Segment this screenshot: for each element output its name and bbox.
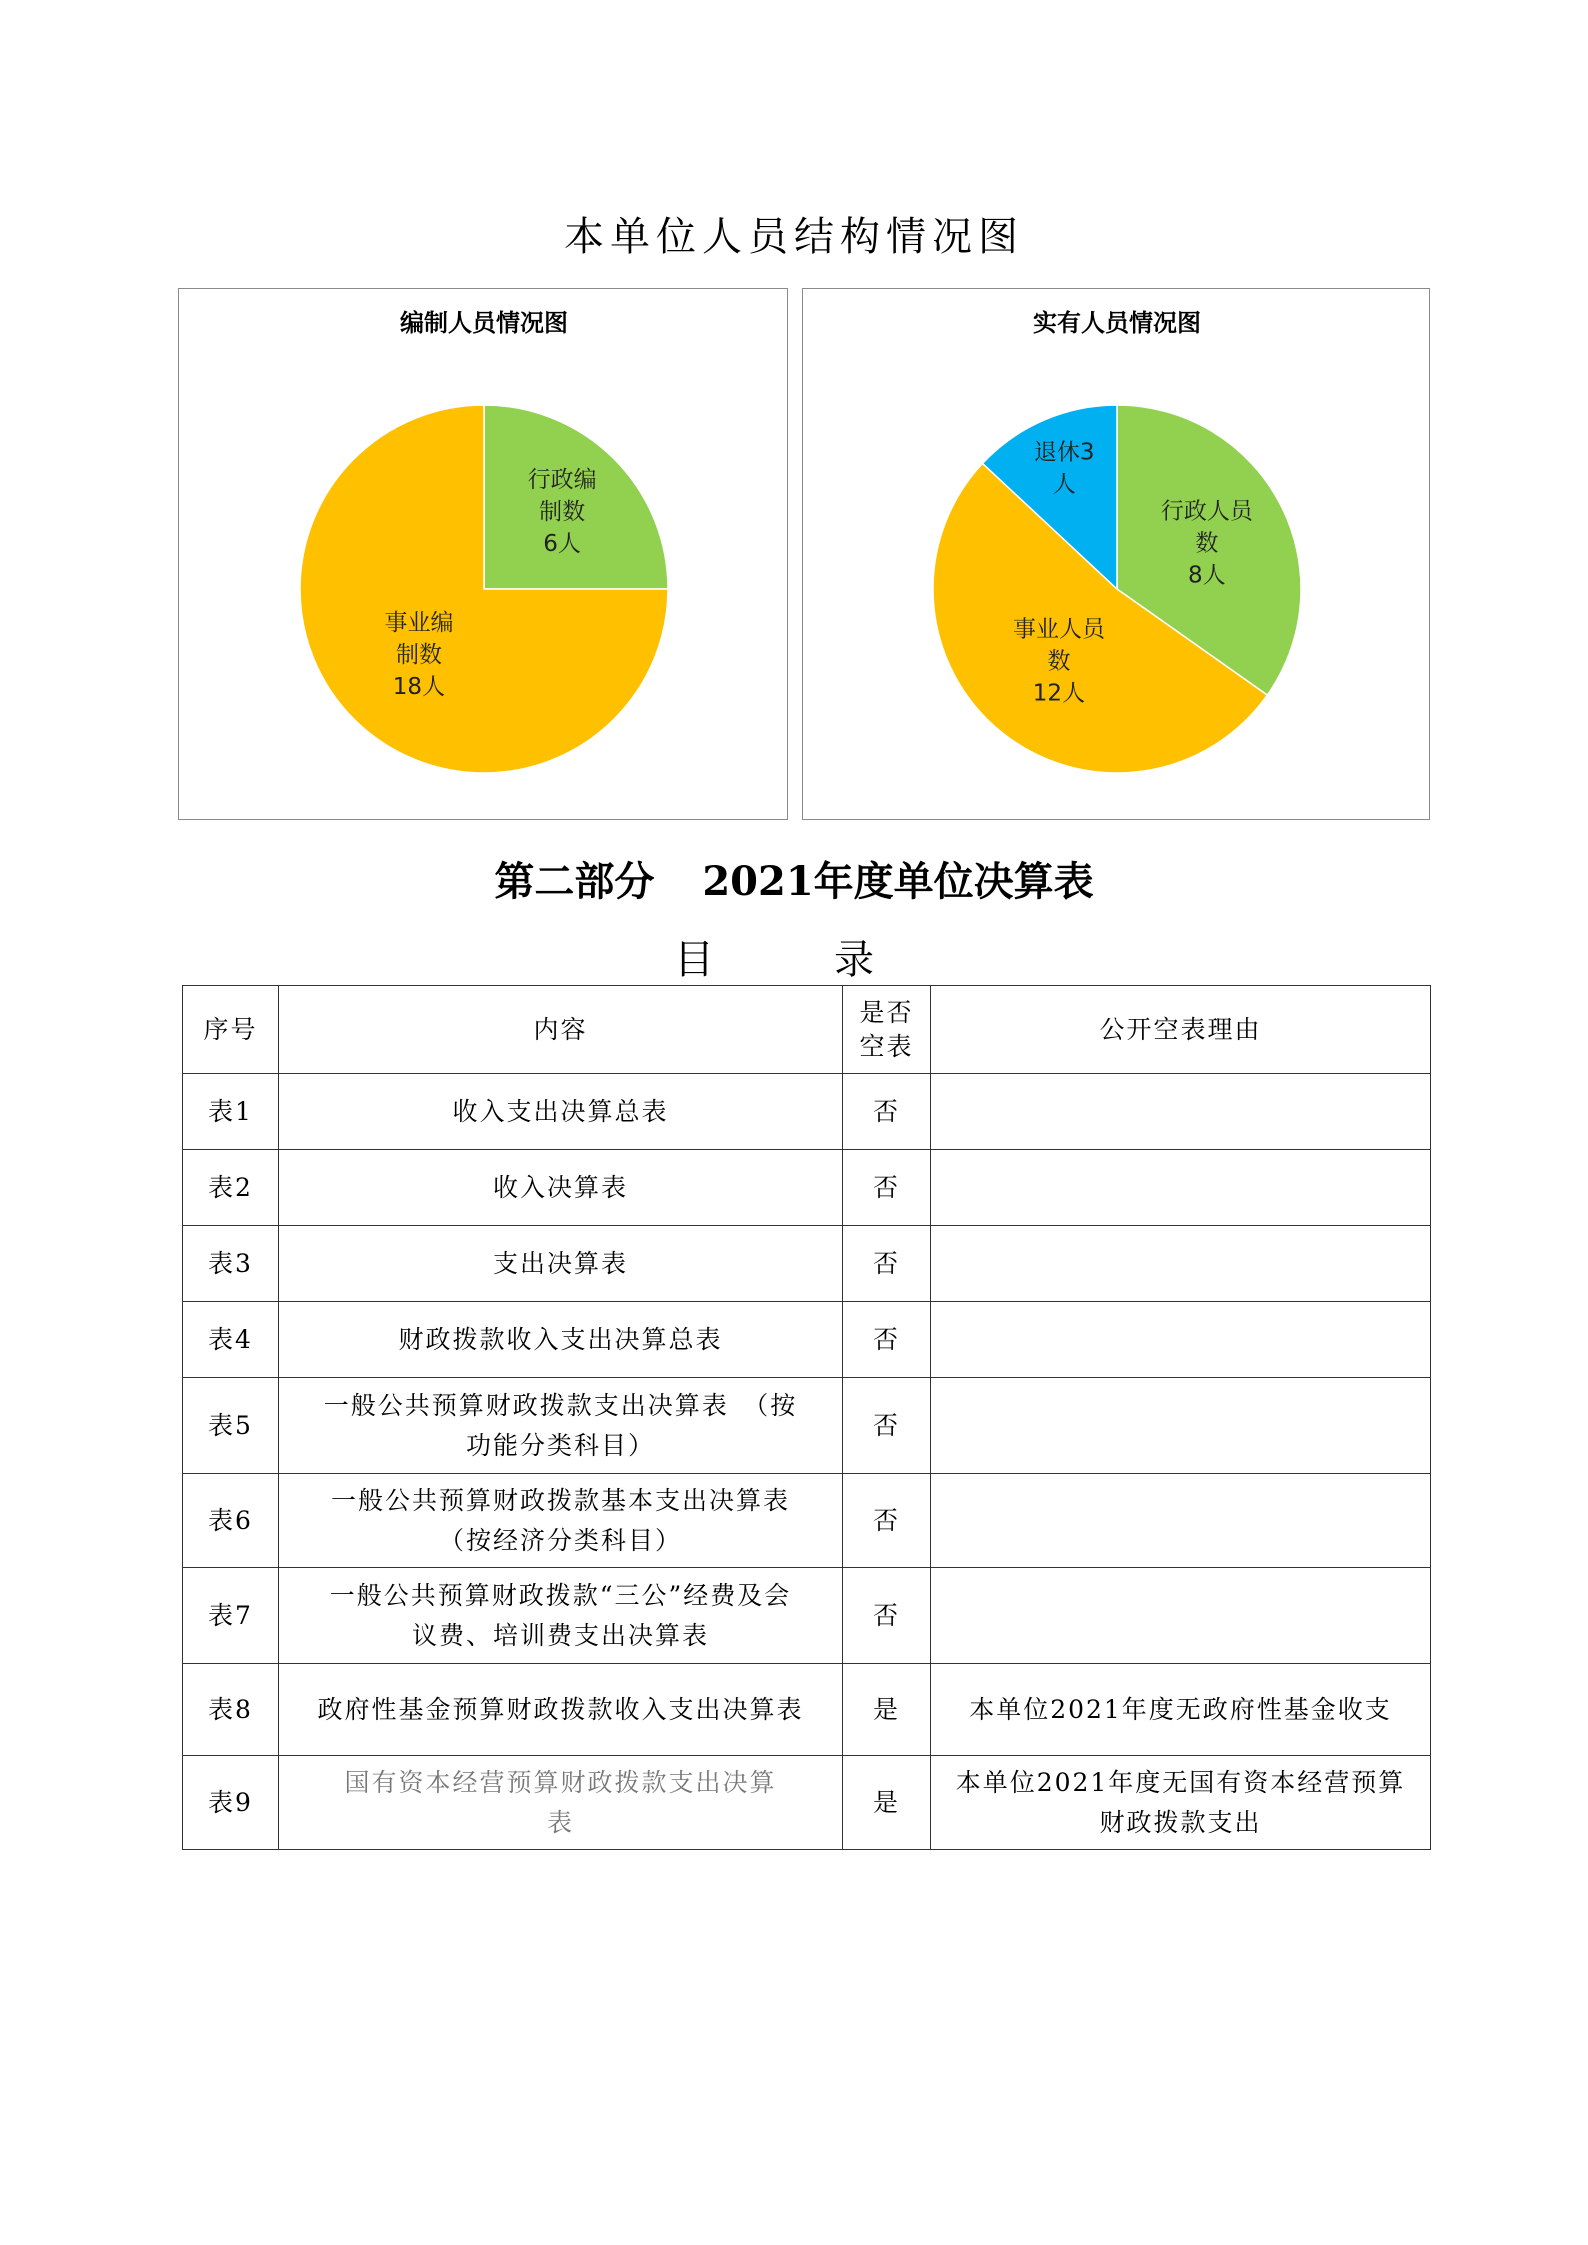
row-is-empty [843, 1226, 931, 1302]
row-is-empty-text: 否 [872, 1505, 900, 1535]
row-is-empty-text: 否 [872, 1096, 900, 1126]
table-row [183, 1302, 1431, 1378]
header-content-text: 内容 [533, 1014, 588, 1044]
page-title: 本单位人员结构情况图 [564, 214, 1024, 260]
row-content-text: 表 [546, 1807, 574, 1837]
row-index-text: 表9 [208, 1787, 253, 1817]
row-index-text: 表5 [208, 1410, 253, 1440]
row-content-text: 一般公共预算财政拨款“三公”经费及会 [329, 1580, 792, 1610]
row-is-empty-text: 是 [872, 1787, 900, 1817]
row-reason [931, 1302, 1431, 1378]
row-content [279, 1756, 843, 1850]
chart-title: 实有人员情况图 [1033, 309, 1201, 337]
row-is-empty-text: 否 [872, 1410, 900, 1440]
row-content-text: （按经济分类科目） [438, 1525, 682, 1555]
row-reason-text: 财政拨款支出 [1099, 1807, 1262, 1837]
header-index [183, 986, 279, 1074]
header-reason-text: 公开空表理由 [1099, 1014, 1262, 1044]
row-is-empty [843, 1474, 931, 1568]
toc-header-row [183, 986, 1431, 1074]
row-is-empty-text: 否 [872, 1172, 900, 1202]
row-reason [931, 1474, 1431, 1568]
table-row [183, 1756, 1431, 1850]
row-is-empty [843, 1150, 931, 1226]
section-part: 第二部分 [494, 858, 655, 905]
row-is-empty [843, 1664, 931, 1756]
header-index-text: 序号 [203, 1014, 258, 1044]
row-index [183, 1226, 279, 1302]
table-row [183, 1150, 1431, 1226]
row-reason [931, 1378, 1431, 1474]
row-reason [931, 1568, 1431, 1664]
table-row [183, 1226, 1431, 1302]
chart-title: 编制人员情况图 [400, 309, 568, 337]
row-is-empty-text: 否 [872, 1600, 900, 1630]
row-index-text: 表6 [208, 1505, 253, 1535]
staffing-quota-chart [178, 288, 788, 820]
row-content-text: 议费、培训费支出决算表 [411, 1620, 709, 1650]
row-content-text: 政府性基金预算财政拨款收入支出决算表 [317, 1694, 804, 1724]
row-content-text: 收入决算表 [492, 1172, 628, 1202]
header-is-empty-text: 空表 [859, 1031, 914, 1061]
slice-label: 事业人员数 12人 [1012, 616, 1105, 707]
slice-label: 退休3 人 [1033, 439, 1095, 498]
row-index-text: 表2 [208, 1172, 253, 1202]
table-row [183, 1664, 1431, 1756]
row-content-text: 国有资本经营预算财政拨款支出决算 [344, 1767, 777, 1797]
row-index-text: 表4 [208, 1324, 253, 1354]
actual-staff-pie-svg [803, 289, 1428, 818]
row-reason [931, 1150, 1431, 1226]
row-reason [931, 1226, 1431, 1302]
row-reason [931, 1074, 1431, 1150]
table-row [183, 1568, 1431, 1664]
row-index-text: 表7 [208, 1600, 253, 1630]
row-content-text: 收入支出决算总表 [452, 1096, 669, 1126]
row-content-text: 一般公共预算财政拨款支出决算表 （按 [323, 1390, 798, 1420]
pie-slice [484, 405, 668, 589]
row-content [279, 1226, 843, 1302]
row-index-text: 表8 [208, 1694, 253, 1724]
row-reason-text: 本单位2021年度无政府性基金收支 [969, 1694, 1392, 1724]
row-index-text: 表3 [208, 1248, 253, 1278]
row-is-empty-text: 否 [872, 1324, 900, 1354]
section-title: 2021年度单位决算表 [702, 858, 1094, 905]
row-index [183, 1074, 279, 1150]
slice-label: 事业编制数 18人 [384, 610, 454, 701]
row-index [183, 1474, 279, 1568]
row-content [279, 1568, 843, 1664]
row-content [279, 1378, 843, 1474]
row-content-text: 一般公共预算财政拨款基本支出决算表 [330, 1485, 790, 1515]
row-content [279, 1302, 843, 1378]
row-content-text: 财政拨款收入支出决算总表 [398, 1324, 723, 1354]
toc-heading: 目 录 [674, 937, 914, 983]
staffing-quota-pie-svg [179, 289, 786, 818]
row-index [183, 1568, 279, 1664]
row-is-empty-text: 否 [872, 1248, 900, 1278]
actual-staff-chart [802, 288, 1430, 820]
row-reason-text: 本单位2021年度无国有资本经营预算 [955, 1767, 1406, 1797]
row-content-text: 支出决算表 [492, 1248, 628, 1278]
slice-label: 行政人员数 8人 [1160, 498, 1253, 589]
row-index [183, 1664, 279, 1756]
header-content [279, 986, 843, 1074]
row-is-empty-text: 是 [872, 1694, 900, 1724]
row-index [183, 1756, 279, 1850]
section-heading [0, 850, 1588, 907]
row-content [279, 1074, 843, 1150]
row-content [279, 1474, 843, 1568]
table-row [183, 1074, 1431, 1150]
row-content [279, 1664, 843, 1756]
row-is-empty [843, 1568, 931, 1664]
row-reason [931, 1756, 1431, 1850]
row-content-text: 功能分类科目） [465, 1430, 655, 1460]
header-is-empty [843, 986, 931, 1074]
row-is-empty [843, 1074, 931, 1150]
row-index [183, 1150, 279, 1226]
row-index-text: 表1 [208, 1096, 253, 1126]
slice-label: 行政编制数 6人 [527, 466, 597, 557]
row-content [279, 1150, 843, 1226]
row-index [183, 1378, 279, 1474]
header-is-empty-text: 是否 [859, 997, 914, 1027]
row-is-empty [843, 1756, 931, 1850]
row-is-empty [843, 1302, 931, 1378]
table-row [183, 1474, 1431, 1568]
header-reason [931, 986, 1431, 1074]
row-reason [931, 1664, 1431, 1756]
row-is-empty [843, 1378, 931, 1474]
table-row [183, 1378, 1431, 1474]
toc-table [182, 985, 1431, 1850]
row-index [183, 1302, 279, 1378]
